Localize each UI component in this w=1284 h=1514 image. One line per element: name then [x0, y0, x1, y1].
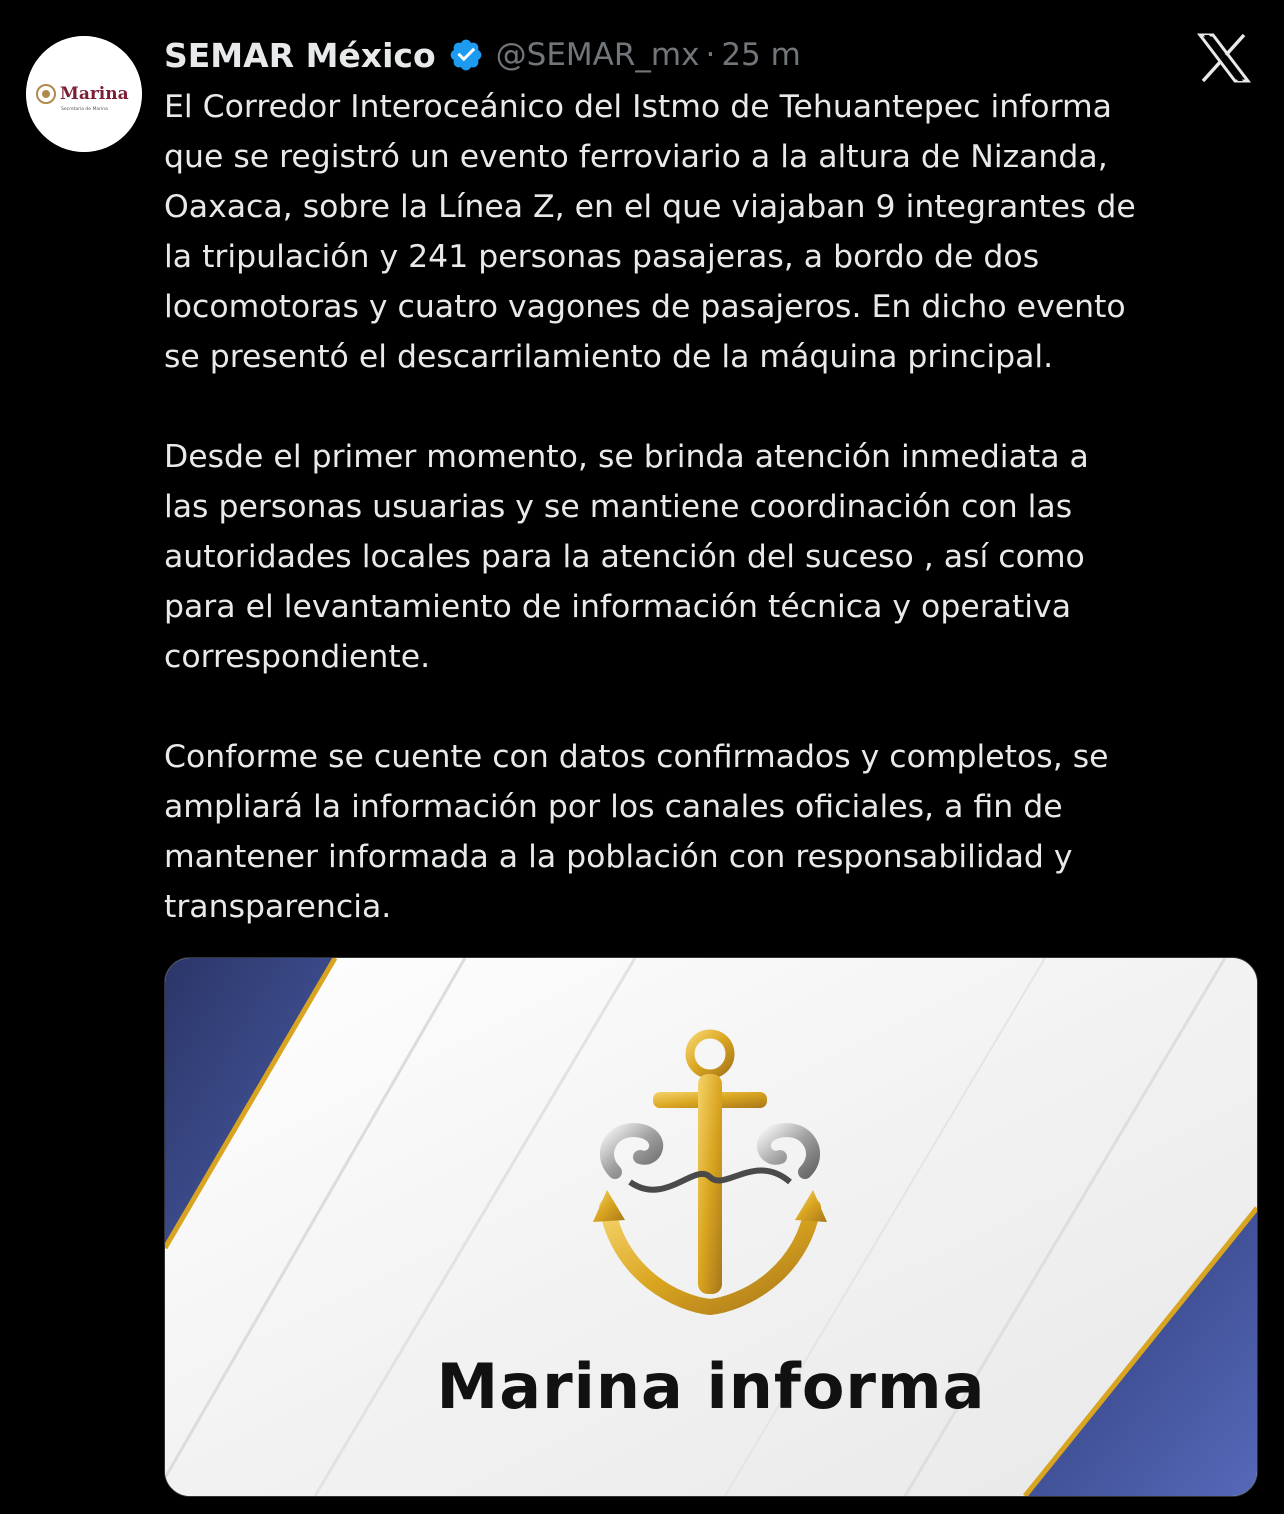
avatar[interactable] [26, 36, 142, 152]
tweet-header [164, 28, 801, 82]
tweet-line: autoridades locales para la atención del suceso , así como [164, 539, 1085, 575]
tweet-line: Conforme se cuente con datos confirmados y completos, se [164, 739, 1109, 775]
display-name[interactable]: SEMAR México [164, 35, 436, 75]
tweet-line: que se registró un evento ferroviario a la altura de Nizanda, [164, 139, 1108, 175]
tweet-line: mantener informada a la población con responsabilidad y [164, 839, 1073, 875]
tweet-line: El Corredor Interoceánico del Istmo de Tehuantepec informa [164, 89, 1112, 125]
tweet-line: las personas usuarias y se mantiene coordinación con las [164, 489, 1073, 525]
tweet-line: para el levantamiento de información técnica y operativa [164, 589, 1071, 625]
tweet-line: correspondiente. [164, 639, 431, 675]
paragraph-gap [164, 682, 1264, 732]
media-caption: Marina informa [436, 1350, 986, 1423]
timestamp[interactable]: 25 m [721, 37, 801, 73]
x-logo-icon [1196, 32, 1252, 84]
tweet-line: ampliará la información por los canales oficiales, a fin de [164, 789, 1063, 825]
tweet-line: la tripulación y 241 personas pasajeras, a bordo de dos [164, 239, 1040, 275]
handle[interactable]: @SEMAR_mx [495, 37, 700, 73]
paragraph-gap [164, 382, 1264, 432]
tweet-line: Oaxaca, sobre la Línea Z, en el que viajaban 9 integrantes de [164, 189, 1136, 225]
tweet-text [164, 82, 1264, 932]
avatar-logo-subtext: Secretaría de Marina [61, 107, 108, 112]
avatar-logo-text: Marina [60, 84, 129, 104]
tweet-line: se presentó el descarrilamiento de la máquina principal. [164, 339, 1054, 375]
verified-badge-icon[interactable] [448, 37, 484, 73]
tweet-line: locomotoras y cuatro vagones de pasajeros. En dicho evento [164, 289, 1126, 325]
separator-dot: · [705, 37, 716, 73]
tweet-line: transparencia. [164, 889, 392, 925]
tweet-line: Desde el primer momento, se brinda atención inmediata a [164, 439, 1089, 475]
anchor-icon [585, 1022, 835, 1322]
tweet-media-image[interactable] [164, 957, 1258, 1497]
marina-logo-icon [26, 36, 142, 152]
